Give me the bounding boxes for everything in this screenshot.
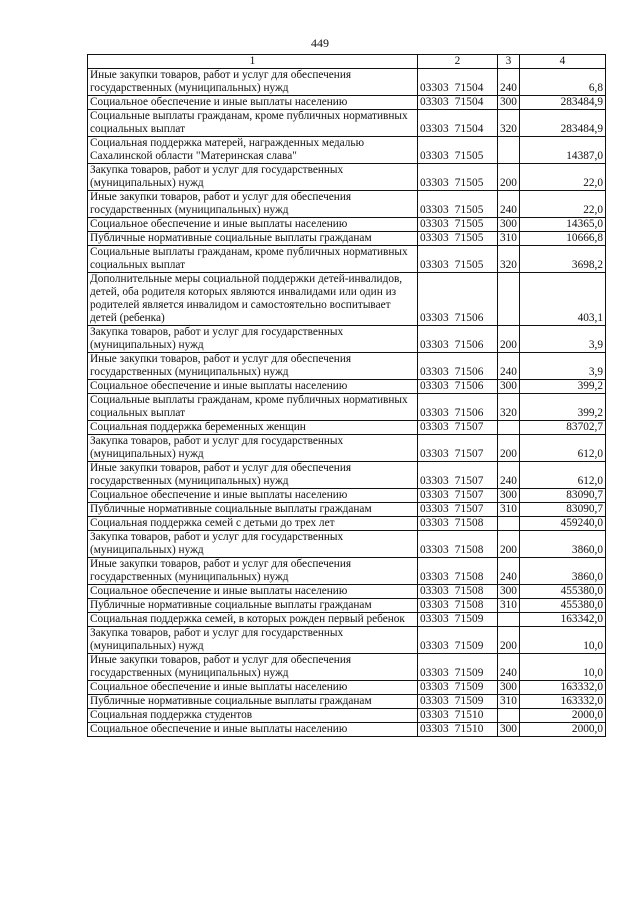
row-section-code: 03303 [420, 366, 449, 378]
row-expense-type: 310 [498, 232, 520, 246]
row-amount: 3698,2 [520, 246, 606, 273]
row-target-code: 71505 [454, 177, 484, 189]
row-expense-type [498, 709, 520, 723]
row-amount: 399,2 [520, 394, 606, 421]
row-code [418, 435, 498, 462]
row-target-code: 71505 [454, 150, 484, 162]
row-code [418, 613, 498, 627]
row-target-code: 71505 [454, 259, 484, 271]
row-code [418, 503, 498, 517]
row-name: Публичные нормативные социальные выплаты гражданам [88, 232, 418, 246]
row-expense-type [498, 273, 520, 326]
row-section-code: 03303 [420, 709, 449, 721]
row-name: Публичные нормативные социальные выплаты гражданам [88, 599, 418, 613]
row-target-code: 71506 [454, 339, 484, 351]
row-target-code: 71504 [454, 123, 484, 135]
row-code [418, 517, 498, 531]
row-name: Закупка товаров, работ и услуг для государственных (муниципальных) нужд [88, 531, 418, 558]
row-section-code: 03303 [420, 448, 449, 460]
row-name: Социальная поддержка матерей, награжденных медалью Сахалинской области "Материнская слава" [88, 137, 418, 164]
table-body [88, 69, 606, 737]
row-target-code: 71507 [454, 421, 484, 433]
row-section-code: 03303 [420, 681, 449, 693]
row-code [418, 599, 498, 613]
row-amount: 22,0 [520, 164, 606, 191]
table-row [88, 503, 606, 517]
row-code [418, 462, 498, 489]
row-name: Закупка товаров, работ и услуг для государственных (муниципальных) нужд [88, 627, 418, 654]
row-name: Иные закупки товаров, работ и услуг для обеспечения государственных (муниципальных) нужд [88, 654, 418, 681]
row-target-code: 71506 [454, 312, 484, 324]
table-row [88, 695, 606, 709]
row-name: Социальные выплаты гражданам, кроме публичных нормативных социальных выплат [88, 110, 418, 137]
row-target-code: 71508 [454, 585, 484, 597]
row-amount: 163342,0 [520, 613, 606, 627]
row-code [418, 681, 498, 695]
header-col-3: 3 [498, 55, 520, 69]
row-expense-type: 300 [498, 380, 520, 394]
row-code [418, 326, 498, 353]
row-code [418, 531, 498, 558]
row-name: Иные закупки товаров, работ и услуг для обеспечения государственных (муниципальных) нужд [88, 462, 418, 489]
row-name: Иные закупки товаров, работ и услуг для обеспечения государственных (муниципальных) нужд [88, 353, 418, 380]
row-section-code: 03303 [420, 123, 449, 135]
row-target-code: 71506 [454, 380, 484, 392]
budget-table [87, 54, 606, 737]
row-amount: 283484,9 [520, 110, 606, 137]
row-section-code: 03303 [420, 475, 449, 487]
table-row [88, 531, 606, 558]
row-name: Закупка товаров, работ и услуг для государственных (муниципальных) нужд [88, 435, 418, 462]
row-name: Иные закупки товаров, работ и услуг для обеспечения государственных (муниципальных) нужд [88, 191, 418, 218]
row-target-code: 71508 [454, 517, 484, 529]
row-section-code: 03303 [420, 503, 449, 515]
row-section-code: 03303 [420, 640, 449, 652]
row-target-code: 71509 [454, 667, 484, 679]
row-code [418, 421, 498, 435]
row-amount: 403,1 [520, 273, 606, 326]
row-target-code: 71507 [454, 489, 484, 501]
row-section-code: 03303 [420, 380, 449, 392]
table-row [88, 421, 606, 435]
table-row [88, 709, 606, 723]
row-name: Публичные нормативные социальные выплаты гражданам [88, 503, 418, 517]
table-row [88, 69, 606, 96]
row-expense-type: 300 [498, 489, 520, 503]
table-row [88, 654, 606, 681]
row-amount: 10,0 [520, 627, 606, 654]
row-expense-type: 240 [498, 558, 520, 585]
row-section-code: 03303 [420, 150, 449, 162]
row-expense-type: 310 [498, 599, 520, 613]
row-code [418, 69, 498, 96]
table-row [88, 353, 606, 380]
table-row [88, 96, 606, 110]
header-col-4: 4 [520, 55, 606, 69]
row-name: Социальные выплаты гражданам, кроме публичных нормативных социальных выплат [88, 246, 418, 273]
row-target-code: 71508 [454, 599, 484, 611]
row-amount: 459240,0 [520, 517, 606, 531]
table-row [88, 489, 606, 503]
row-code [418, 558, 498, 585]
row-section-code: 03303 [420, 421, 449, 433]
row-code [418, 191, 498, 218]
row-expense-type: 320 [498, 394, 520, 421]
row-expense-type: 200 [498, 326, 520, 353]
row-name: Социальное обеспечение и иные выплаты населению [88, 585, 418, 599]
row-amount: 455380,0 [520, 599, 606, 613]
row-code [418, 380, 498, 394]
row-expense-type: 300 [498, 723, 520, 737]
row-code [418, 723, 498, 737]
table-row [88, 218, 606, 232]
row-amount: 83090,7 [520, 503, 606, 517]
row-section-code: 03303 [420, 695, 449, 707]
row-amount: 612,0 [520, 462, 606, 489]
row-amount: 2000,0 [520, 709, 606, 723]
table-row [88, 627, 606, 654]
row-name: Социальное обеспечение и иные выплаты населению [88, 681, 418, 695]
page-number: 449 [311, 36, 329, 50]
table-header-row [88, 55, 606, 69]
row-target-code: 71507 [454, 448, 484, 460]
row-target-code: 71508 [454, 571, 484, 583]
row-name: Дополнительные меры социальной поддержки детей-инвалидов, детей, оба родителя которых являются инвалидами или один из родителей является инвалидом и самостоятельно воспитывает детей (ребенка) [88, 273, 418, 326]
table-row [88, 232, 606, 246]
row-expense-type: 240 [498, 654, 520, 681]
table-row [88, 164, 606, 191]
row-expense-type: 240 [498, 462, 520, 489]
row-expense-type: 300 [498, 585, 520, 599]
row-expense-type: 320 [498, 246, 520, 273]
row-amount: 10,0 [520, 654, 606, 681]
table-row [88, 246, 606, 273]
row-name: Социальная поддержка студентов [88, 709, 418, 723]
row-expense-type: 300 [498, 681, 520, 695]
row-code [418, 353, 498, 380]
row-section-code: 03303 [420, 407, 449, 419]
row-section-code: 03303 [420, 517, 449, 529]
row-name: Социальное обеспечение и иные выплаты населению [88, 96, 418, 110]
row-name: Социальные выплаты гражданам, кроме публичных нормативных социальных выплат [88, 394, 418, 421]
row-code [418, 709, 498, 723]
row-amount: 399,2 [520, 380, 606, 394]
table-row [88, 558, 606, 585]
row-section-code: 03303 [420, 96, 449, 108]
row-target-code: 71510 [454, 709, 484, 721]
table-row [88, 462, 606, 489]
row-expense-type [498, 517, 520, 531]
row-code [418, 627, 498, 654]
header-col-1: 1 [88, 55, 418, 69]
row-code [418, 164, 498, 191]
row-code [418, 246, 498, 273]
row-code [418, 585, 498, 599]
row-expense-type: 240 [498, 191, 520, 218]
row-name: Социальное обеспечение и иные выплаты населению [88, 380, 418, 394]
row-target-code: 71510 [454, 723, 484, 735]
row-expense-type [498, 613, 520, 627]
row-section-code: 03303 [420, 723, 449, 735]
row-section-code: 03303 [420, 544, 449, 556]
row-code [418, 218, 498, 232]
row-expense-type: 200 [498, 164, 520, 191]
row-section-code: 03303 [420, 571, 449, 583]
row-target-code: 71508 [454, 544, 484, 556]
row-target-code: 71505 [454, 204, 484, 216]
row-section-code: 03303 [420, 232, 449, 244]
row-amount: 83702,7 [520, 421, 606, 435]
row-name: Публичные нормативные социальные выплаты гражданам [88, 695, 418, 709]
row-amount: 83090,7 [520, 489, 606, 503]
row-section-code: 03303 [420, 339, 449, 351]
row-expense-type [498, 421, 520, 435]
table-row [88, 326, 606, 353]
row-name: Социальное обеспечение и иные выплаты населению [88, 489, 418, 503]
row-code [418, 695, 498, 709]
row-name: Закупка товаров, работ и услуг для государственных (муниципальных) нужд [88, 164, 418, 191]
row-expense-type: 200 [498, 435, 520, 462]
row-section-code: 03303 [420, 613, 449, 625]
row-section-code: 03303 [420, 599, 449, 611]
row-name: Социальная поддержка семей, в которых рожден первый ребенок [88, 613, 418, 627]
row-name: Иные закупки товаров, работ и услуг для обеспечения государственных (муниципальных) нужд [88, 558, 418, 585]
row-expense-type: 200 [498, 531, 520, 558]
row-code [418, 489, 498, 503]
row-target-code: 71505 [454, 232, 484, 244]
row-target-code: 71509 [454, 613, 484, 625]
row-name: Социальное обеспечение и иные выплаты населению [88, 723, 418, 737]
table-row [88, 380, 606, 394]
row-target-code: 71509 [454, 640, 484, 652]
row-amount: 455380,0 [520, 585, 606, 599]
row-name: Иные закупки товаров, работ и услуг для обеспечения государственных (муниципальных) нужд [88, 69, 418, 96]
row-amount: 3,9 [520, 326, 606, 353]
row-expense-type: 240 [498, 353, 520, 380]
row-amount: 2000,0 [520, 723, 606, 737]
row-section-code: 03303 [420, 204, 449, 216]
table-row [88, 613, 606, 627]
row-code [418, 654, 498, 681]
row-target-code: 71509 [454, 695, 484, 707]
row-amount: 3,9 [520, 353, 606, 380]
row-expense-type: 310 [498, 695, 520, 709]
row-section-code: 03303 [420, 667, 449, 679]
row-code [418, 273, 498, 326]
row-section-code: 03303 [420, 218, 449, 230]
row-amount: 6,8 [520, 69, 606, 96]
row-target-code: 71507 [454, 503, 484, 515]
row-target-code: 71509 [454, 681, 484, 693]
table-row [88, 585, 606, 599]
row-section-code: 03303 [420, 259, 449, 271]
row-amount: 14387,0 [520, 137, 606, 164]
table-row [88, 723, 606, 737]
table-row [88, 599, 606, 613]
row-code [418, 394, 498, 421]
row-amount: 14365,0 [520, 218, 606, 232]
row-amount: 612,0 [520, 435, 606, 462]
header-col-2: 2 [418, 55, 498, 69]
table-row [88, 137, 606, 164]
row-name: Закупка товаров, работ и услуг для государственных (муниципальных) нужд [88, 326, 418, 353]
row-amount: 163332,0 [520, 681, 606, 695]
row-expense-type: 300 [498, 218, 520, 232]
row-section-code: 03303 [420, 585, 449, 597]
row-target-code: 71506 [454, 407, 484, 419]
table-row [88, 110, 606, 137]
row-section-code: 03303 [420, 312, 449, 324]
row-amount: 163332,0 [520, 695, 606, 709]
table-row [88, 273, 606, 326]
row-expense-type: 200 [498, 627, 520, 654]
row-amount: 3860,0 [520, 531, 606, 558]
row-expense-type: 240 [498, 69, 520, 96]
row-name: Социальная поддержка семей с детьми до трех лет [88, 517, 418, 531]
row-name: Социальная поддержка беременных женщин [88, 421, 418, 435]
row-target-code: 71507 [454, 475, 484, 487]
row-expense-type: 300 [498, 96, 520, 110]
row-target-code: 71505 [454, 218, 484, 230]
table-row [88, 681, 606, 695]
row-section-code: 03303 [420, 82, 449, 94]
row-name: Социальное обеспечение и иные выплаты населению [88, 218, 418, 232]
row-code [418, 96, 498, 110]
row-amount: 10666,8 [520, 232, 606, 246]
row-target-code: 71504 [454, 96, 484, 108]
table-row [88, 517, 606, 531]
row-code [418, 110, 498, 137]
row-expense-type: 310 [498, 503, 520, 517]
row-amount: 3860,0 [520, 558, 606, 585]
table-row [88, 435, 606, 462]
row-section-code: 03303 [420, 177, 449, 189]
row-amount: 22,0 [520, 191, 606, 218]
row-target-code: 71504 [454, 82, 484, 94]
table-row [88, 191, 606, 218]
row-section-code: 03303 [420, 489, 449, 501]
row-expense-type [498, 137, 520, 164]
row-code [418, 232, 498, 246]
row-code [418, 137, 498, 164]
row-amount: 283484,9 [520, 96, 606, 110]
row-target-code: 71506 [454, 366, 484, 378]
row-expense-type: 320 [498, 110, 520, 137]
table-row [88, 394, 606, 421]
